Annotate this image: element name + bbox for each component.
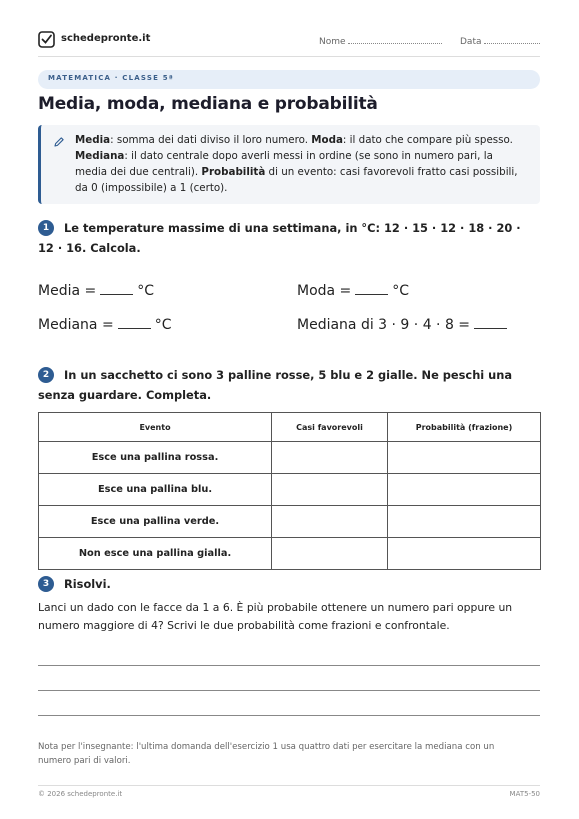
moda-answer-blank[interactable] (355, 282, 388, 295)
exercise-number-badge: 2 (38, 367, 54, 383)
table-row (39, 474, 541, 506)
column-header: Probabilità (frazione) (388, 413, 541, 442)
exercise-2-text: In un sacchetto ci sono 3 palline rosse, 5 blu e 2 gialle. Ne peschi una senza guardare. Completa. (38, 368, 513, 402)
teacher-note: Nota per l'insegnante: l'ultima domanda dell'esercizio 1 usa quattro dati per esercitare la mediana con un numero pari di valori. (38, 742, 495, 766)
media-answer-blank[interactable] (100, 282, 133, 295)
answer-line[interactable] (38, 690, 540, 691)
exercise-number-badge: 1 (38, 220, 54, 236)
event-cell: Non esce una pallina gialla. (39, 538, 272, 570)
pencil-icon (53, 136, 65, 148)
favorable-cases-cell[interactable] (272, 506, 388, 538)
checkbox-logo-icon (38, 31, 55, 48)
moda-question: Moda = °C (297, 283, 410, 299)
probability-cell[interactable] (388, 538, 541, 570)
mediana-even-answer-blank[interactable] (474, 316, 507, 329)
header-divider (38, 56, 540, 57)
probability-cell[interactable] (388, 442, 541, 474)
footer-code: MAT5-50 (509, 790, 540, 798)
mediana-question: Mediana = °C (38, 317, 172, 333)
exercise-1-text: Le temperature massime di una settimana, in °C: 12 · 15 · 12 · 18 · 20 · 12 · 16. Calcola. (38, 221, 521, 255)
footer-copyright: © 2026 schedepronte.it (38, 790, 123, 798)
page-title: Media, moda, mediana e probabilità (38, 94, 378, 114)
footer-divider (38, 785, 540, 786)
favorable-cases-cell[interactable] (272, 442, 388, 474)
event-cell: Esce una pallina verde. (39, 506, 272, 538)
probability-cell[interactable] (388, 474, 541, 506)
date-label: Data (460, 37, 482, 47)
probability-table (38, 412, 541, 570)
name-field[interactable] (319, 35, 442, 47)
favorable-cases-cell[interactable] (272, 474, 388, 506)
mediana-answer-blank[interactable] (118, 316, 151, 329)
definitions-text: Media: somma dei dati diviso il loro numero. Moda: il dato che compare più spesso. Mediana: il dato centrale dopo averli messi in ordine (se sono in numero pari, la media dei due centrali). Probabilità di un evento: casi favorevoli fratto casi possibili, da 0 (impossibile) a 1 (certo). (75, 134, 518, 194)
exercise-number-badge: 3 (38, 576, 54, 592)
mediana-even-question: Mediana di 3 · 9 · 4 · 8 = (297, 316, 511, 333)
exercise-3-title: Risolvi. (64, 577, 111, 591)
table-row (39, 538, 541, 570)
brand-name: schedepronte.it (61, 33, 151, 44)
answer-line[interactable] (38, 715, 540, 716)
date-field[interactable] (460, 35, 540, 47)
table-header-row (39, 413, 541, 442)
column-header: Casi favorevoli (272, 413, 388, 442)
column-header: Evento (39, 413, 272, 442)
subject-label: MATEMATICA · CLASSE 5ª (48, 74, 174, 82)
table-row (39, 506, 541, 538)
name-label: Nome (319, 37, 346, 47)
event-cell: Esce una pallina rossa. (39, 442, 272, 474)
exercise-3-text: Lanci un dado con le facce da 1 a 6. È più probabile ottenere un numero pari oppure un numero maggiore di 4? Scrivi le due probabilità come frazioni e confrontale. (38, 601, 513, 632)
probability-cell[interactable] (388, 506, 541, 538)
answer-line[interactable] (38, 665, 540, 666)
favorable-cases-cell[interactable] (272, 538, 388, 570)
event-cell: Esce una pallina blu. (39, 474, 272, 506)
media-question: Media = °C (38, 283, 155, 299)
table-row (39, 442, 541, 474)
